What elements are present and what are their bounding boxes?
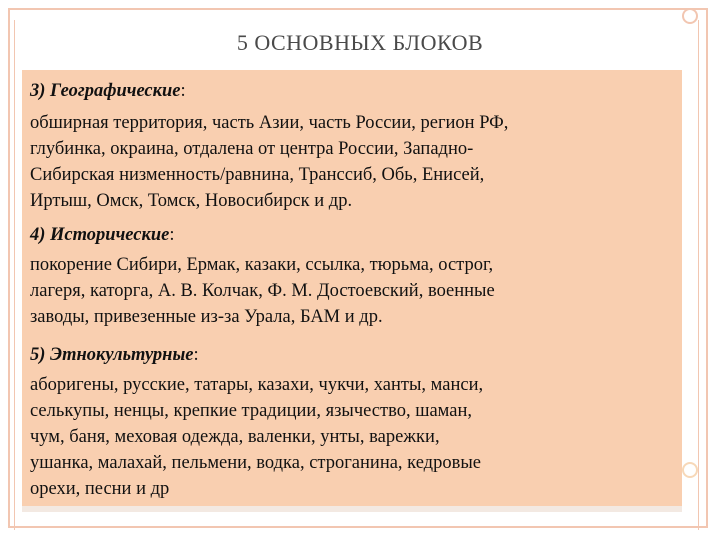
section-text-geographic: обширная территория, часть Азии, часть России, регион РФ, глубинка, окраина, отдалена от центра России, Западно- Сибирская низменность/равнина, Транссиб, Обь, Енисей, Иртыш, Омск, Томск, Новосибирск и др.: [30, 113, 509, 211]
side-circle-icon: [682, 462, 698, 478]
section-text-historical: покорение Сибири, Ермак, казаки, ссылка, тюрьма, острог, лагеря, каторга, А. В. Колчак, Ф. М. Достоевский, военные заводы, привезенные из-за Урала, БАМ и др.: [30, 255, 495, 327]
right-border-rule: [698, 20, 699, 530]
top-corner-circle-icon: [682, 8, 698, 24]
heading-colon: :: [169, 225, 175, 245]
left-border-rule: [14, 20, 15, 530]
section-heading-text: 3) Географические: [30, 81, 181, 101]
section-text-ethnocultural: аборигены, русские, татары, казахи, чукчи, ханты, манси, селькупы, ненцы, крепкие традиции, язычество, шаман, чум, баня, меховая одежда, валенки, унты, варежки, ушанка, малахай, пельмени, водка, строганина, кедровые орехи, песни и др: [30, 375, 484, 499]
slide-title: 5 ОСНОВНЫХ БЛОКОВ: [236, 30, 484, 55]
section-heading-text: 5) Этнокультурные: [30, 345, 194, 365]
heading-colon: :: [180, 81, 186, 101]
section-heading-geographic: [30, 78, 186, 104]
section-heading-text: 4) Исторические: [30, 225, 170, 245]
section-heading-historical: [30, 222, 174, 248]
section-heading-ethnocultural: [30, 342, 199, 368]
heading-colon: :: [193, 345, 199, 365]
